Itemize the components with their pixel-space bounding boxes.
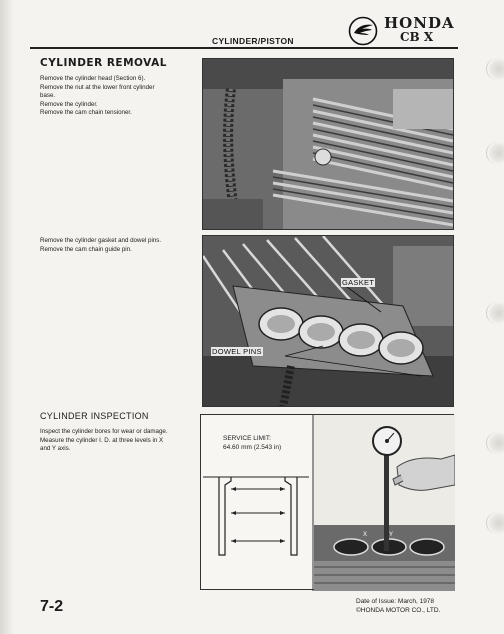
instruction-line: base. (40, 92, 56, 100)
instruction-line: Remove the cylinder. (40, 100, 98, 108)
removal-steps-a (40, 75, 155, 118)
brand-name: HONDA (384, 14, 455, 32)
axis-y-label: Y (389, 532, 394, 538)
instruction-line: and Y axis. (40, 445, 71, 453)
instruction-line: Inspect the cylinder bores for wear or damage. (40, 428, 168, 435)
copyright: ©HONDA MOTOR CO., LTD. (356, 606, 441, 614)
honda-wing-logo-icon (348, 16, 378, 46)
removal-steps-b (40, 237, 161, 254)
section-title: CYLINDER/PISTON (212, 36, 294, 46)
header-rule (30, 47, 458, 49)
inspection-heading: CYLINDER INSPECTION (40, 411, 149, 421)
axis-x-label: X (363, 532, 368, 538)
instruction-line: Remove the cam chain guide pin. (40, 245, 132, 253)
page-number: 7-2 (40, 598, 64, 615)
gasket-callout: GASKET (342, 278, 375, 287)
instruction-line: Remove the nut at the lower front cylinder (40, 83, 155, 91)
instruction-line: Remove the cylinder head (Section 6). (40, 75, 146, 82)
issue-info (356, 598, 440, 615)
removal-heading: CYLINDER REMOVAL (40, 57, 167, 69)
binder-hole (486, 142, 504, 164)
service-limit-value: 64.60 mm (2.543 in) (223, 443, 282, 451)
service-limit-label: SERVICE LIMIT: (223, 435, 271, 442)
dowel-pins-callout: DOWEL PINS (212, 347, 262, 356)
model-name: CB X (400, 30, 434, 44)
cylinder-removal-photo (202, 58, 454, 230)
issue-date: Date of Issue: March, 1978 (356, 598, 435, 605)
instruction-line: Remove the cam chain tensioner. (40, 109, 132, 117)
binder-hole (486, 512, 504, 534)
binder-hole (486, 302, 504, 324)
bore-measurement-diagram (201, 415, 455, 591)
instruction-line: Measure the cylinder I. D. at three levels in X (40, 436, 164, 444)
page-edge (0, 0, 14, 634)
binder-hole (486, 58, 504, 80)
instruction-line: Remove the cylinder gasket and dowel pins. (40, 237, 162, 244)
binder-hole (486, 432, 504, 454)
inspection-diagram (200, 414, 454, 590)
gasket-dowel-photo (202, 235, 454, 407)
inspection-steps (40, 428, 168, 454)
